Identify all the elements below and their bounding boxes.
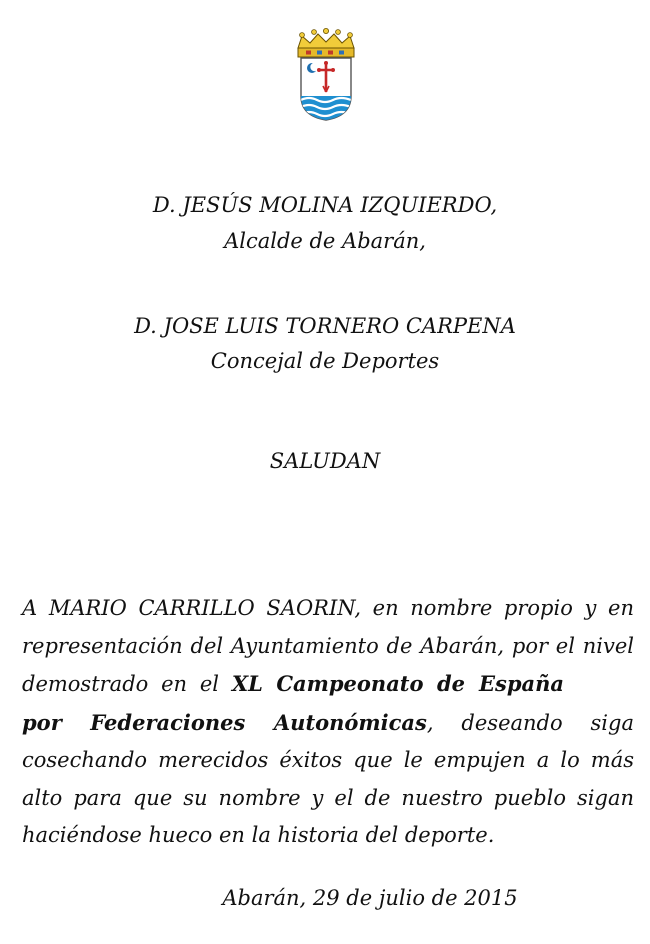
event-name-a: XL Campeonato de xyxy=(231,671,465,696)
mayor-name: D. JESÚS MOLINA IZQUIERDO, xyxy=(152,193,498,217)
dedication-text-part2: , deseando siga cosechando merecidos éxitos que le empujen a lo más alto para que su nombre y el de nuestro pueblo sigan haciéndose hueco en la historia del deporte. xyxy=(22,710,634,847)
event-name-b: España xyxy=(479,671,564,696)
shield-icon xyxy=(301,58,351,122)
recipient-name: A MARIO CARRILLO SAORIN xyxy=(22,596,355,620)
dedication-paragraph xyxy=(22,590,634,855)
event-name-c: por Federaciones Autonómicas xyxy=(22,709,427,735)
dedication-text-part1: , en nombre propio y en representación del Ayuntamiento de Abarán, por el nivel demostrado en el xyxy=(22,596,634,696)
crown-icon xyxy=(298,28,354,57)
coat-of-arms-icon xyxy=(292,26,360,122)
councillor-name: D. JOSE LUIS TORNERO CARPENA xyxy=(134,314,516,338)
place-and-date: Abarán, 29 de julio de 2015 xyxy=(222,886,518,910)
greeting: SALUDAN xyxy=(269,449,381,473)
councillor-title: Concejal de Deportes xyxy=(210,349,440,373)
mayor-title: Alcalde de Abarán, xyxy=(224,229,426,253)
